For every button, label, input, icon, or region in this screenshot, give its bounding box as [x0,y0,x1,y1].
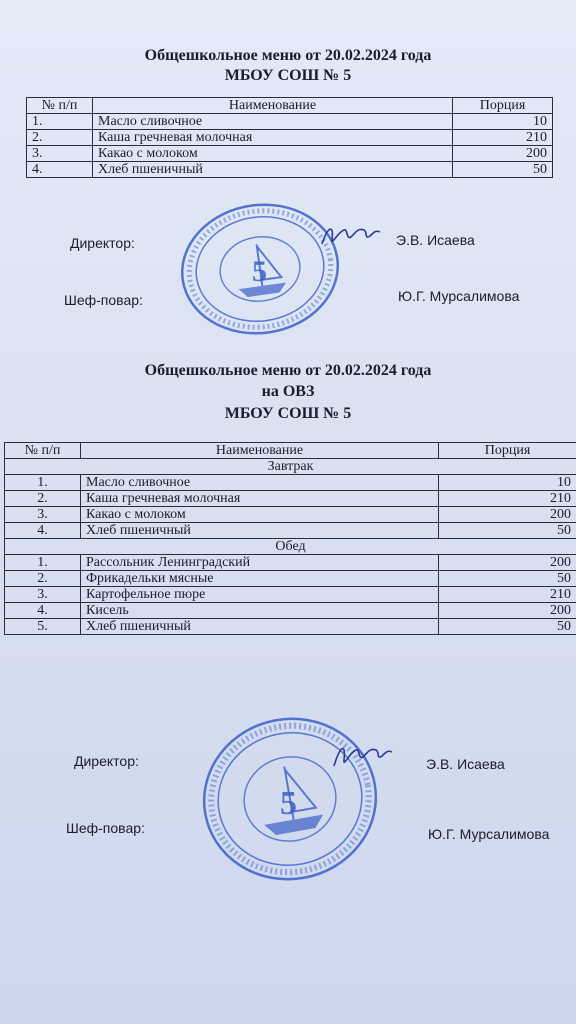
doc1-title-line1: Общешкольное меню от 20.02.2024 года [144,47,432,64]
row-name: Фрикадельки мясные [81,571,439,587]
row-num: 4. [27,162,93,178]
row-portion: 210 [439,491,576,507]
section-label: Завтрак [5,459,576,475]
row-portion: 50 [439,619,576,635]
row-num: 1. [5,555,81,571]
row-num: 2. [27,130,93,146]
row-num: 4. [5,523,81,539]
row-portion: 200 [439,603,576,619]
doc2-director-name: Э.В. Исаева [426,756,505,772]
section-lunch [5,539,576,555]
doc2-title-line1: Общешкольное меню от 20.02.2024 года [144,362,432,379]
table-row [5,619,576,635]
row-portion: 200 [439,555,576,571]
row-portion: 210 [453,130,553,146]
row-num: 3. [5,507,81,523]
table-row [5,507,576,523]
table-row [5,571,576,587]
section-breakfast [5,459,576,475]
signature-1 [318,220,382,250]
row-num: 3. [27,146,93,162]
header-name: Наименование [93,98,453,114]
header-portion: Порция [439,443,576,459]
row-num: 1. [27,114,93,130]
signature-2 [330,738,394,772]
row-name: Хлеб пшеничный [81,523,439,539]
table-row [5,523,576,539]
table-header-row [5,443,576,459]
doc2-title-line3: МБОУ СОШ № 5 [224,405,352,422]
doc1-director-label: Директор: [70,235,135,251]
row-portion: 10 [453,114,553,130]
doc2-director-label: Директор: [74,753,139,769]
row-name: Каша гречневая молочная [93,130,453,146]
row-portion: 200 [453,146,553,162]
row-portion: 50 [453,162,553,178]
row-portion: 200 [439,507,576,523]
header-name: Наименование [81,443,439,459]
doc1-director-name: Э.В. Исаева [396,232,475,248]
table-row [5,603,576,619]
doc2-title-line2: на ОВЗ [261,383,315,400]
table-header-row [27,98,553,114]
doc1-chef-label: Шеф-повар: [64,292,143,308]
stamp-numeral: 5 [280,785,297,822]
row-name: Масло сливочное [93,114,453,130]
row-name: Каша гречневая молочная [81,491,439,507]
row-num: 5. [5,619,81,635]
doc2-chef-name: Ю.Г. Мурсалимова [428,826,550,842]
row-portion: 10 [439,475,576,491]
row-num: 1. [5,475,81,491]
table-row [27,130,553,146]
table-row [27,114,553,130]
table-row [27,162,553,178]
row-num: 2. [5,491,81,507]
row-name: Масло сливочное [81,475,439,491]
row-name: Картофельное пюре [81,587,439,603]
header-num: № п/п [27,98,93,114]
doc2-chef-label: Шеф-повар: [66,820,145,836]
header-portion: Порция [453,98,553,114]
doc1-chef-name: Ю.Г. Мурсалимова [398,288,520,304]
row-num: 4. [5,603,81,619]
row-portion: 210 [439,587,576,603]
row-portion: 50 [439,523,576,539]
row-name: Кисель [81,603,439,619]
row-portion: 50 [439,571,576,587]
row-num: 2. [5,571,81,587]
row-name: Рассольник Ленинградский [81,555,439,571]
doc1-menu-table [26,97,553,178]
table-row [27,146,553,162]
table-row [5,587,576,603]
doc2-menu-table [4,442,576,635]
doc1-title-line2: МБОУ СОШ № 5 [224,67,352,84]
table-row [5,491,576,507]
row-name: Какао с молоком [81,507,439,523]
stamp-numeral: 5 [252,255,267,288]
row-num: 3. [5,587,81,603]
row-name: Хлеб пшеничный [93,162,453,178]
section-label: Обед [5,539,576,555]
row-name: Какао с молоком [93,146,453,162]
table-row [5,475,576,491]
row-name: Хлеб пшеничный [81,619,439,635]
table-row [5,555,576,571]
header-num: № п/п [5,443,81,459]
